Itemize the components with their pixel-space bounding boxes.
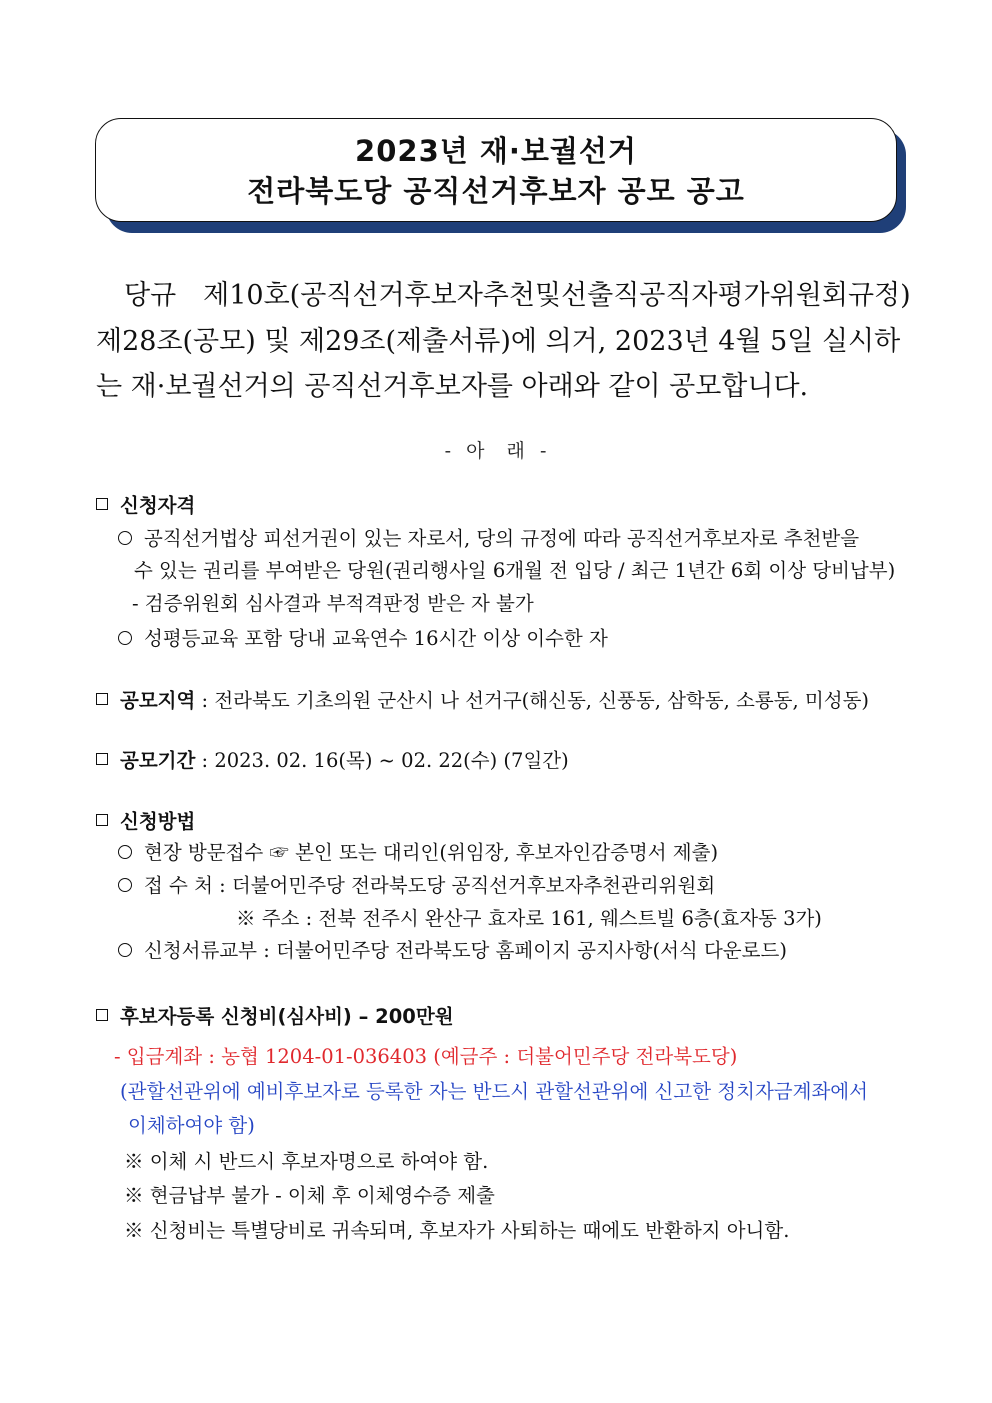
fee-rule-1: ※ 이체 시 반드시 후보자명으로 하여야 함. (124, 1150, 489, 1173)
checkbox-square-icon (96, 1009, 108, 1021)
circle-bullet-icon (118, 943, 132, 957)
circle-bullet-icon (118, 845, 132, 859)
method-item-2-address: ※ 주소 : 전북 전주시 완산구 효자로 161, 웨스트빌 6층(효자동 3가) (236, 907, 822, 930)
fee-note-line-1: (관할선관위에 예비후보자로 등록한 자는 반드시 관할선관위에 신고한 정치자금계좌에서 (120, 1080, 868, 1103)
title-line-2: 전라북도당 공직선거후보자 공모 공고 (247, 174, 745, 208)
section-qualification-heading: 신청자격 (96, 491, 195, 520)
qualification-item-2: 성평등교육 포함 당내 교육연수 16시간 이상 이수한 자 (118, 625, 608, 653)
fee-account: - 입금계좌 : 농협 1204-01-036403 (예금주 : 더불어민주당 전라북도당) (114, 1045, 738, 1068)
circle-bullet-icon (118, 878, 132, 892)
title-line-1: 2023년 재·보궐선거 (355, 134, 637, 168)
section-region: 공모지역 : 전라북도 기초의원 군산시 나 선거구(해신동, 신풍동, 삼학동, 소룡동, 미성동) (96, 686, 869, 715)
checkbox-square-icon (96, 814, 108, 826)
intro-line-1: 당규 제10호(공직선거후보자추천및선출직공직자평가위원회규정) (124, 280, 911, 311)
qualification-item-1-sub: - 검증위원회 심사결과 부적격판정 받은 자 불가 (132, 592, 534, 615)
checkbox-square-icon (96, 693, 108, 705)
intro-line-3: 는 재·보궐선거의 공직선거후보자를 아래와 같이 공모합니다. (96, 371, 809, 402)
qualification-item-1: 공직선거법상 피선거권이 있는 자로서, 당의 규정에 따라 공직선거후보자로 추천받을 (118, 525, 859, 553)
fee-rule-2: ※ 현금납부 불가 - 이체 후 이체영수증 제출 (124, 1184, 495, 1207)
fee-rule-3: ※ 신청비는 특별당비로 귀속되며, 후보자가 사퇴하는 때에도 반환하지 아니함. (124, 1219, 790, 1242)
fee-note-line-2: 이체하여야 함) (128, 1114, 255, 1137)
checkbox-square-icon (96, 753, 108, 765)
title-box (95, 118, 897, 222)
section-method-heading: 신청방법 (96, 807, 195, 836)
circle-bullet-icon (118, 531, 132, 545)
checkbox-square-icon (96, 498, 108, 510)
method-item-1: 현장 방문접수 ☞ 본인 또는 대리인(위임장, 후보자인감증명서 제출) (118, 839, 718, 867)
method-item-3: 신청서류교부 : 더불어민주당 전라북도당 홈페이지 공지사항(서식 다운로드) (118, 937, 787, 965)
qualification-item-1-cont: 수 있는 권리를 부여받은 당원(권리행사일 6개월 전 입당 / 최근 1년간 6회 이상 당비납부) (134, 559, 896, 582)
arae-separator: - 아 래 - (444, 440, 548, 462)
section-fee-heading: 후보자등록 신청비(심사비) – 200만원 (96, 1002, 454, 1031)
section-period: 공모기간 : 2023. 02. 16(목) ~ 02. 22(수) (7일간) (96, 746, 569, 775)
circle-bullet-icon (118, 631, 132, 645)
intro-line-2: 제28조(공모) 및 제29조(제출서류)에 의거, 2023년 4월 5일 실시하 (96, 326, 901, 357)
method-item-2: 접 수 처 : 더불어민주당 전라북도당 공직선거후보자추천관리위원회 (118, 872, 715, 900)
